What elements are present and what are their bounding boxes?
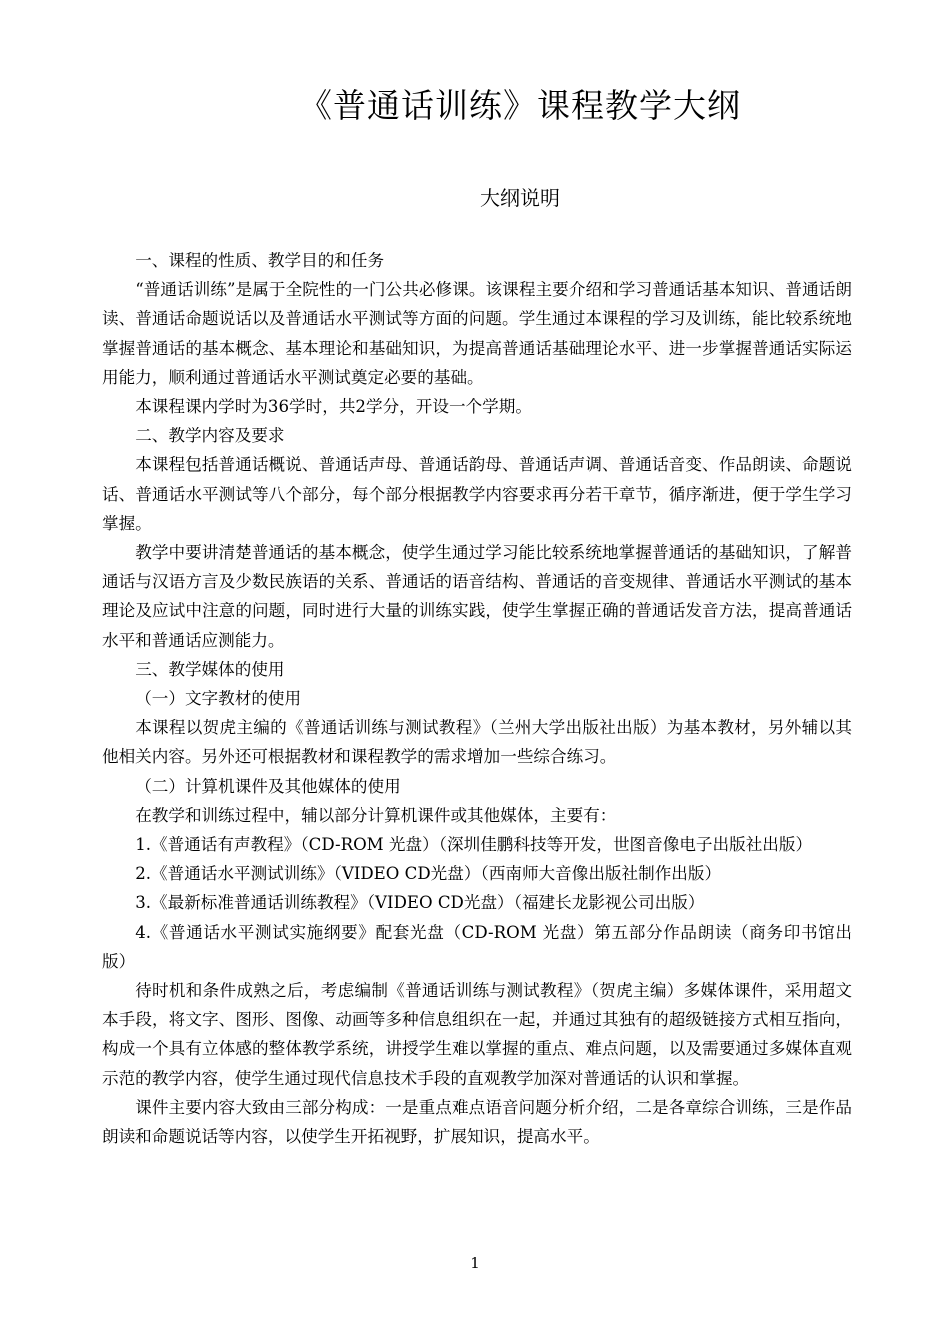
page-number: 1	[470, 1254, 480, 1272]
document-body	[102, 246, 852, 1151]
paragraph: 一、课程的性质、教学目的和任务	[135, 251, 385, 270]
paragraph: （一）文字教材的使用	[135, 689, 302, 709]
document-title: 《普通话训练》课程教学大纲	[299, 86, 741, 125]
paragraph: 3.《最新标准普通话训练教程》（VIDEO CD光盘）（福建长龙影视公司出版）	[135, 893, 705, 913]
paragraph: （二）计算机课件及其他媒体的使用	[135, 776, 401, 796]
paragraph: “普通话训练”是属于全院性的一门公共必修课。该课程主要介绍和学习普通话基本知识、普通话朗读、普通话命题说话以及普通话水平测试等方面的问题。学生通过本课程的学习及训练，能比较系统地掌握普通话的基本概念、基本理论和基础知识，为提高普通话基础理论水平、进一步掌握普通话实际运用能力，顺利通过普通话水平测试奠定必要的基础。	[102, 280, 852, 387]
paragraph: 2.《普通话水平测试训练》（VIDEO CD光盘）（西南师大音像出版社制作出版）	[135, 864, 722, 884]
paragraph: 待时机和条件成熟之后，考虑编制《普通话训练与测试教程》（贺虎主编）多媒体课件，采用超文本手段，将文字、图形、图像、动画等多种信息组织在一起，并通过其独有的超级链接方式相互指向，构成一个具有立体感的整体教学系统，讲授学生难以掌握的重点、难点问题，以及需要通过多媒体直观示范的教学内容，使学生通过现代信息技术手段的直观教学加深对普通话的认识和掌握。	[102, 981, 852, 1088]
paragraph: 1.《普通话有声教程》（CD-ROM 光盘）（深圳佳鹏科技等开发，世图音像电子出版社出版）	[135, 835, 813, 855]
paragraph: 本课程包括普通话概说、普通话声母、普通话韵母、普通话声调、普通话音变、作品朗读、命题说话、普通话水平测试等八个部分，每个部分根据教学内容要求再分若干章节，循序渐进，便于学生学习掌握。	[102, 455, 852, 533]
paragraph: 4.《普通话水平测试实施纲要》配套光盘（CD-ROM 光盘）第五部分作品朗读（商务印书馆出版）	[102, 922, 852, 971]
paragraph: 本课程以贺虎主编的《普通话训练与测试教程》（兰州大学出版社出版）为基本教材，另外辅以其他相关内容。另外还可根据教材和课程教学的需求增加一些综合练习。	[102, 718, 852, 767]
paragraph: 二、教学内容及要求	[135, 426, 285, 446]
paragraph: 本课程课内学时为36学时，共2学分，开设一个学期。	[135, 397, 532, 417]
paragraph: 在教学和训练过程中，辅以部分计算机课件或其他媒体，主要有：	[135, 805, 617, 825]
paragraph: 教学中要讲清楚普通话的基本概念，使学生通过学习能比较系统地掌握普通话的基础知识，了解普通话与汉语方言及少数民族语的关系、普通话的语音结构、普通话的音变规律、普通话水平测试的基本理论及应试中注意的问题，同时进行大量的训练实践，使学生掌握正确的普通话发音方法，提高普通话水平和普通话应测能力。	[102, 543, 852, 650]
section-heading: 大纲说明	[480, 186, 560, 210]
paragraph: 课件主要内容大致由三部分构成：一是重点难点语音问题分析介绍，二是各章综合训练，三是作品朗读和命题说话等内容，以使学生开拓视野，扩展知识，提高水平。	[102, 1097, 852, 1147]
paragraph: 三、教学媒体的使用	[135, 659, 285, 679]
